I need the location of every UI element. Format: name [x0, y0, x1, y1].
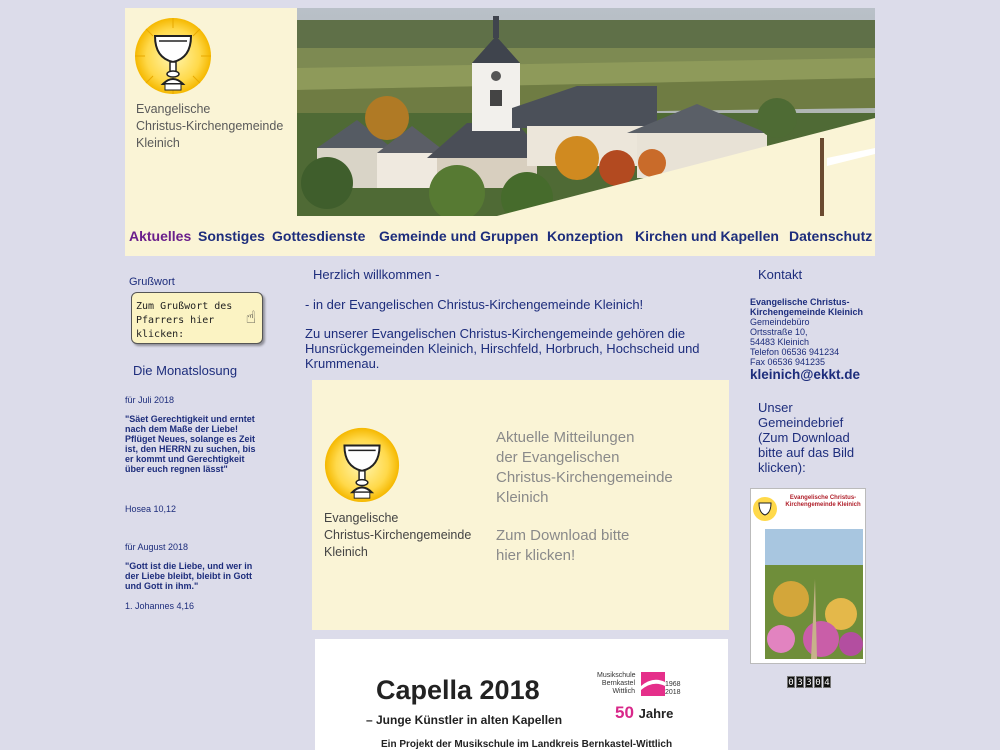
thumbnail-title: Evangelische Christus-Kirchengemeinde Kleinich	[785, 495, 861, 508]
logo[interactable]	[125, 8, 297, 216]
city-line: 54483 Kleinich	[750, 337, 810, 347]
fax-line: Fax 06536 941235	[750, 357, 826, 367]
musikschule-line: Musikschule	[597, 672, 636, 679]
verse-reference: 1. Johannes 4,16	[125, 601, 195, 611]
year-line: 2018	[665, 689, 681, 696]
monatslosung-title: Die Monatslosung	[133, 363, 238, 378]
email-link[interactable]: kleinich@ekkt.de	[750, 367, 860, 382]
banner-message-line: der Evangelischen	[496, 449, 620, 466]
logo-line: Kleinich	[136, 136, 180, 150]
counter-digit: 3	[806, 678, 812, 688]
nav-datenschutz[interactable]: Datenschutz	[789, 228, 873, 244]
gemeindebrief-cover-image	[751, 489, 866, 664]
visitor-counter	[787, 676, 832, 688]
banner-logo-line: Kleinich	[324, 545, 368, 559]
contact-address	[750, 297, 875, 367]
pointing-hand-icon: ☝	[245, 308, 256, 328]
banner-download-line: Zum Download bitte	[496, 527, 630, 544]
counter-digit: 3	[797, 678, 803, 688]
chalice-logo-icon	[133, 14, 213, 96]
nav-konzeption[interactable]: Konzeption	[547, 228, 624, 244]
banner-logo-line: Christus-Kirchengemeinde	[324, 528, 472, 542]
banner-logo-line: Evangelische	[324, 511, 399, 525]
counter-digit: 4	[824, 678, 830, 688]
phone-line: Telefon 06536 941234	[750, 347, 840, 357]
month-label: für Juli 2018	[125, 395, 175, 405]
kontakt-heading: Kontakt	[758, 267, 803, 282]
nav-gemeinde-und-gruppen[interactable]: Gemeinde und Gruppen	[379, 228, 539, 244]
banner-message	[496, 428, 673, 508]
gemeindebrief-thumbnail[interactable]	[750, 488, 866, 664]
intro-paragraph: Zu unserer Evangelischen Christus-Kirchengemeinde gehören die Hunsrückgemeinden Kleinich, Hirschfeld, Horbruch, Hochscheid und Krummenau.	[305, 326, 700, 371]
month-verse: "Säet Gerechtigkeit und erntet nach dem Maße der Liebe! Pflüget Neues, solange es Zeit ist, den HERRN zu suchen, bis er kommt und Gerechtigkeit über euch regnen lässt"	[125, 414, 256, 474]
banner-message-line: Kleinich	[496, 489, 549, 506]
capella-subtitle: – Junge Künstler in alten Kapellen	[366, 713, 563, 727]
office-line: Gemeindebüro	[750, 317, 810, 327]
jubilee-badge	[615, 703, 673, 723]
musikschule-line: Wittlich	[612, 688, 635, 695]
grusswort-button[interactable]	[131, 292, 263, 344]
main-navigation	[125, 216, 875, 256]
welcome-heading: Herzlich willkommen -	[313, 267, 440, 282]
grusswort-label: Grußwort	[129, 276, 175, 288]
counter-digit: 0	[788, 678, 794, 688]
capella-title: Capella 2018	[376, 675, 540, 705]
logo-line: Christus-Kirchengemeinde	[136, 119, 284, 133]
header	[125, 8, 875, 216]
nav-sonstiges[interactable]: Sonstiges	[198, 228, 265, 244]
banner-message-line: Christus-Kirchengemeinde	[496, 469, 673, 486]
grusswort-button-line: Pfarrers hier klicken:	[136, 315, 215, 340]
banner-download-line: hier klicken!	[496, 547, 576, 564]
musikschule-name	[597, 672, 635, 696]
banner-message-line: Aktuelle Mitteilungen	[496, 429, 635, 446]
org-name-line: Kirchengemeinde Kleinich	[750, 307, 864, 317]
header-village-photo	[297, 8, 875, 216]
banner-download-text	[496, 526, 629, 566]
month-verse: "Gott ist die Liebe, und wer in der Liebe bleibt, bleibt in Gott und Gott in ihm."	[125, 561, 253, 591]
counter-digit: 0	[815, 678, 821, 688]
page	[125, 8, 875, 750]
year-line: 1968	[665, 681, 681, 688]
capella-project-text: Ein Projekt der Musikschule im Landkreis Bernkastel-Wittlich	[381, 739, 673, 750]
month-label: für August 2018	[125, 542, 189, 552]
gemeindebrief-text: Unser Gemeindebrief (Zum Download bitte auf das Bild klicken):	[758, 400, 855, 475]
capella-banner[interactable]	[315, 639, 728, 750]
musikschule-logo-icon	[641, 672, 665, 696]
org-name-line: Evangelische Christus-	[750, 297, 850, 307]
jubilee-number: 50	[615, 703, 634, 722]
verse-reference: Hosea 10,12	[125, 504, 177, 514]
logo-text	[136, 101, 283, 152]
jubilee-word: Jahre	[638, 706, 674, 721]
intro-line: - in der Evangelischen Christus-Kirchengemeinde Kleinich!	[305, 297, 644, 312]
banner-logo-text	[324, 510, 471, 561]
musikschule-years	[665, 681, 681, 697]
nav-kirchen-und-kapellen[interactable]: Kirchen und Kapellen	[635, 228, 779, 244]
street-line: Ortsstraße 10,	[750, 327, 808, 337]
nav-aktuelles[interactable]: Aktuelles	[129, 228, 192, 244]
chalice-logo-icon	[322, 424, 402, 504]
mitteilungen-download-banner[interactable]	[312, 380, 729, 630]
nav-gottesdienste[interactable]: Gottesdienste	[272, 228, 366, 244]
musikschule-line: Bernkastel	[601, 680, 635, 687]
logo-line: Evangelische	[136, 102, 211, 116]
grusswort-button-line: Zum Grußwort des	[136, 301, 233, 312]
